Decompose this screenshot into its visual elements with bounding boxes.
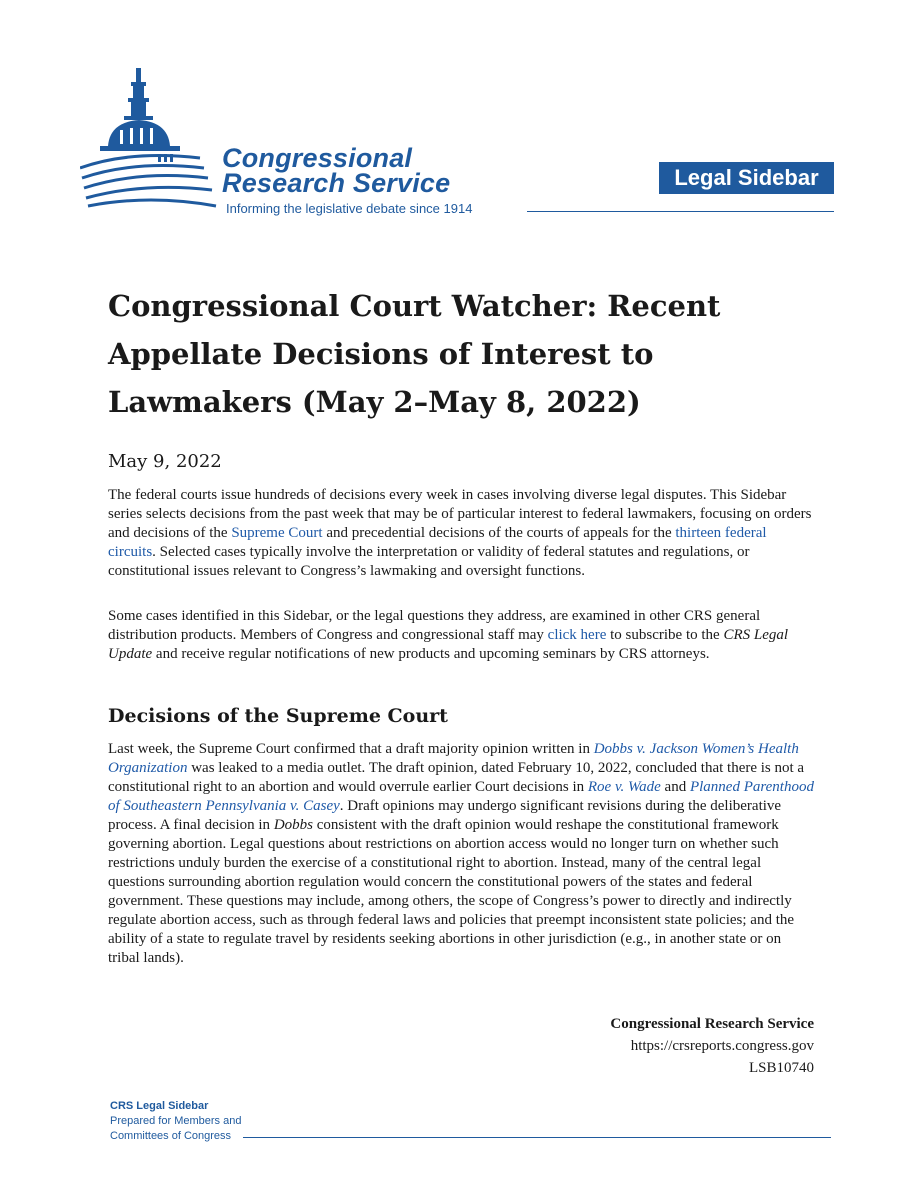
bottom-left-line2: Committees of Congress xyxy=(110,1130,232,1142)
bottom-left-line1: Prepared for Members and xyxy=(110,1115,242,1127)
header-rule xyxy=(527,211,834,212)
bottom-left-label xyxy=(110,1099,241,1144)
logo-wordmark-line2: Research Service xyxy=(222,168,451,198)
subscribe-paragraph xyxy=(108,607,814,664)
footer-rule xyxy=(243,1137,831,1138)
roe-v-wade-link[interactable]: Roe v. Wade xyxy=(587,779,661,795)
section-heading: Decisions of the Supreme Court xyxy=(108,705,448,727)
text-run: The federal courts issue hundreds of decisions every week in cases involving diverse legal disputes. This Sidebar series selects decisions from the past week that may be of particular interest to federal lawmakers, focusing on orders and decisions of the xyxy=(108,487,812,541)
text-run: and xyxy=(660,779,690,795)
logo-wordmark-line1: Congressional xyxy=(222,143,413,173)
text-run: consistent with the draft opinion would reshape the constitutional framework governing abortion. Legal questions about restrictions on abortion access would no longer turn on whether such restrictions unduly burden the exercise of a constitutional right to abortion. Instead, many of the central legal questions surrounding abortion regulation would concern the constitutional powers of the states and federal government. These questions may include, among others, the scope of Congress’s power to directly and indirectly regulate abortion access, such as through federal laws and policies that preempt inconsistent state policies; and the ability of a state to regulate travel by residents seeking abortions in other jurisdiction (e.g., in another state or on tribal lands). xyxy=(108,817,795,966)
text-run: was leaked to a media outlet. The draft opinion, dated February 10, 2022, concluded that there is not a constitutional right to an abortion and would overrule earlier Court decisions in xyxy=(108,760,805,795)
crs-legal-update-italic: CRS Legal Update xyxy=(108,627,789,662)
capitol-dome-logo-icon xyxy=(80,66,220,216)
document-header xyxy=(0,0,920,230)
text-run: . Draft opinions may undergo significant revisions during the deliberative process. A final decision in xyxy=(108,798,782,833)
supreme-court-link[interactable]: Supreme Court xyxy=(231,525,323,541)
intro-paragraph xyxy=(108,486,814,581)
dobbs-italic: Dobbs xyxy=(273,817,313,833)
bottom-left-title: CRS Legal Sidebar xyxy=(110,1100,209,1112)
text-run: Some cases identified in this Sidebar, or the legal questions they address, are examined in other CRS general distribution products. Members of Congress and congressional staff may xyxy=(108,608,761,643)
dobbs-link[interactable]: Dobbs v. Jackson Women’s Health Organization xyxy=(108,741,799,776)
legal-sidebar-badge: Legal Sidebar xyxy=(659,162,834,194)
text-run: and receive regular notifications of new products and upcoming seminars by CRS attorneys. xyxy=(152,646,710,662)
logo-tagline: Informing the legislative debate since 1914 xyxy=(226,201,473,216)
footer-org: Congressional Research Service xyxy=(610,1016,814,1032)
document-date: May 9, 2022 xyxy=(108,451,222,472)
click-here-link[interactable]: click here xyxy=(547,627,607,643)
supreme-court-paragraph xyxy=(108,740,814,968)
text-run: . Selected cases typically involve the interpretation or validity of federal statutes and regulations, or constitutional issues relevant to Congress’s lawmaking and oversight functions. xyxy=(108,544,750,579)
casey-link[interactable]: Planned Parenthood of Southeastern Pennsylvania v. Casey xyxy=(108,779,814,814)
footer-citation xyxy=(610,1013,814,1079)
footer-url[interactable]: https://crsreports.congress.gov xyxy=(630,1038,814,1054)
text-run: and precedential decisions of the courts of appeals for the xyxy=(322,525,676,541)
text-run: to subscribe to the xyxy=(606,627,724,643)
federal-circuits-link[interactable]: thirteen federal circuits xyxy=(108,525,767,560)
text-run: Last week, the Supreme Court confirmed that a draft majority opinion written in xyxy=(108,741,594,757)
document-title: Congressional Court Watcher: Recent Appellate Decisions of Interest to Lawmakers (May 2–May 8, 2022) xyxy=(108,289,721,419)
footer-report-id: LSB10740 xyxy=(748,1060,814,1076)
